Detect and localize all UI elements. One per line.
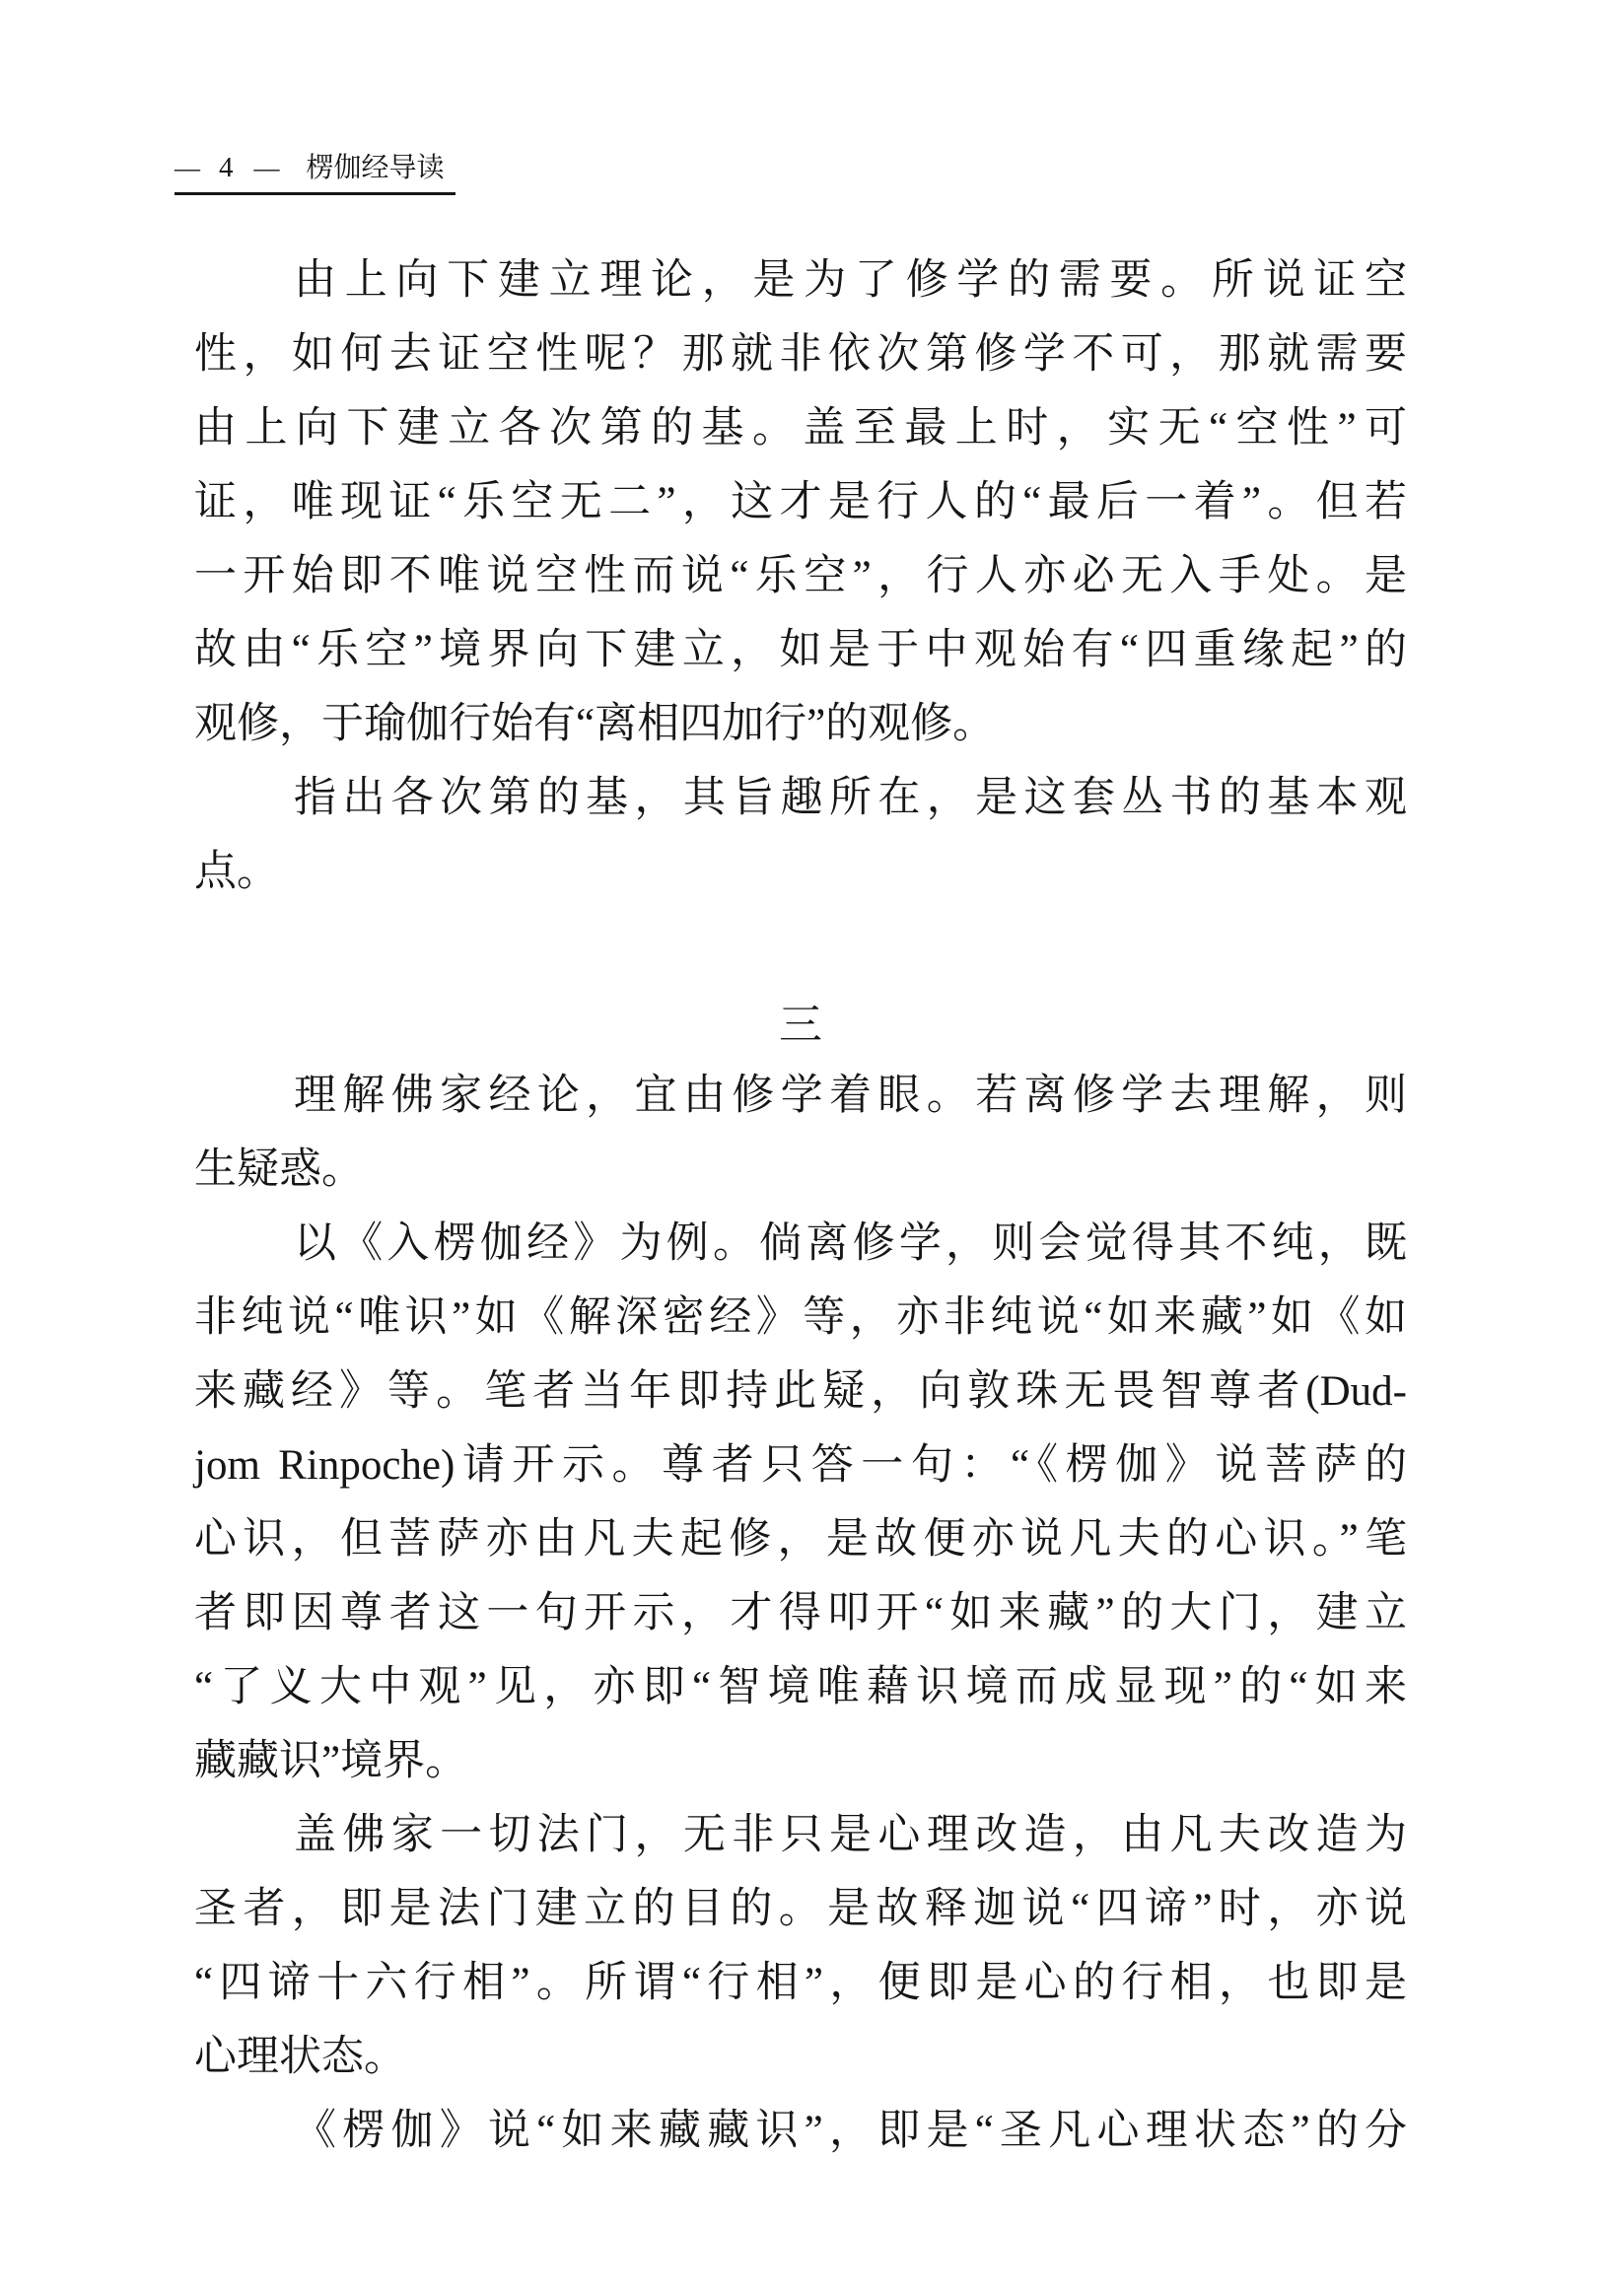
text-line: 一开始即不唯说空性而说“乐空”，行人亦必无入手处。是 [194,553,1407,599]
running-header [175,146,456,195]
body-text [194,244,1407,2168]
book-title: 楞伽经导读 [306,153,445,183]
text-line: 由上向下建立理论，是为了修学的需要。所说证空 [294,257,1407,304]
paragraph-group-2 [194,1059,1407,2168]
header-dash-left: — [175,154,201,182]
text-line: 盖佛家一切法门，无非只是心理改造，由凡夫改造为 [294,1812,1407,1858]
text-line: 以《入楞伽经》为例。倘离修学，则会觉得其不纯，既 [294,1220,1407,1267]
text-line: 藏藏识”境界。 [194,1738,468,1784]
text-line: 圣者，即是法门建立的目的。是故释迦说“四谛”时，亦说 [194,1886,1407,1932]
paragraph-group-1 [194,244,1407,909]
text-line: 心识，但菩萨亦由凡夫起修，是故便亦说凡夫的心识。”笔 [194,1516,1407,1563]
page-number: 4 [219,152,235,183]
text-line: 点。 [194,849,279,895]
text-line: 理解佛家经论，宜由修学着眼。若离修学去理解，则 [294,1073,1407,1119]
text-line: “四谛十六行相”。所谓“行相”，便即是心的行相，也即是 [194,1960,1407,2006]
text-line: 生疑惑。 [194,1147,364,1193]
text-line: “了义大中观”见，亦即“智境唯藉识境而成显现”的“如来 [194,1664,1407,1710]
section-heading: 三 [779,1001,822,1049]
text-line: 性，如何去证空性呢？那就非依次第修学不可，那就需要 [194,331,1407,378]
text-line: 心理状态。 [194,2034,406,2080]
text-line: 来藏经》等。笔者当年即持此疑，向敦珠无畏智尊者(Dud- [194,1368,1407,1415]
text-line: 证，唯现证“乐空无二”，这才是行人的“最后一着”。但若 [194,479,1407,525]
text-line: 非纯说“唯识”如《解深密经》等，亦非纯说“如来藏”如《如 [194,1294,1407,1341]
text-line: 故由“乐空”境界向下建立，如是于中观始有“四重缘起”的 [194,627,1407,673]
text-line: jom Rinpoche)请开示。尊者只答一句：“《楞伽》说菩萨的 [194,1442,1407,1489]
text-line: 由上向下建立各次第的基。盖至最上时，实无“空性”可 [194,405,1407,452]
header-dash-right: — [253,154,281,182]
text-line: 指出各次第的基，其旨趣所在，是这套丛书的基本观 [294,775,1407,821]
text-line: 者即因尊者这一句开示，才得叩开“如来藏”的大门，建立 [194,1590,1407,1636]
text-line: 观修，于瑜伽行始有“离相四加行”的观修。 [194,701,996,747]
text-line: 《楞伽》说“如来藏藏识”，即是“圣凡心理状态”的分 [294,2108,1407,2154]
